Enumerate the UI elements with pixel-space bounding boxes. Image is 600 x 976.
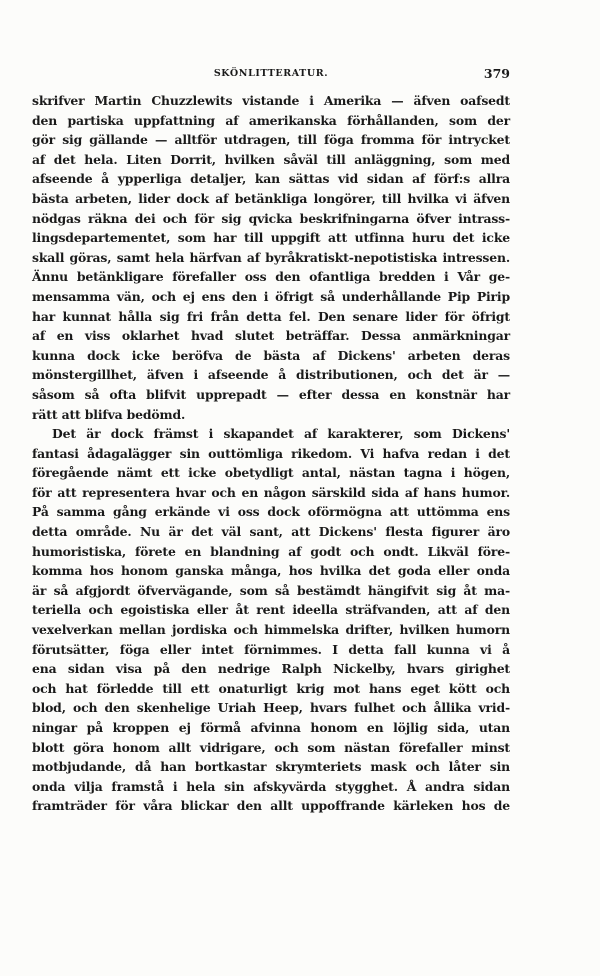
text-line: är så afgjordt öfvervägande, som så bestämdt hängifvit sig åt ma- (32, 582, 510, 598)
text-line: onda vilja framstå i hela sin afskyvärda stygghet. Å andra sidan (32, 778, 510, 794)
running-title: SKÖNLITTERATUR. (213, 68, 329, 79)
text-line: skall göras, samt hela härfvan af byråkratiskt-nepotistiska intressen. (32, 249, 510, 265)
text-line: komma hos honom ganska många, hos hvilka det goda eller onda (32, 563, 510, 579)
text-line: Ännu betänkligare förefaller oss den ofantliga bredden i Vår ge- (32, 269, 510, 285)
paragraph-start-line: Det är dock främst i skapandet af karakterer, som Dickens' (52, 426, 510, 442)
text-line: blod, och den skenhelige Uriah Heep, hvars fulhet och ållika vrid- (32, 700, 510, 716)
text-line: af det hela. Liten Dorrit, hvilken såväl till anläggning, som med (32, 151, 510, 167)
text-line: har kunnat hålla sig fri från detta fel. Den senare lider för öfrigt (32, 308, 510, 324)
page-number: 379 (483, 66, 510, 81)
text-line: förutsätter, föga eller intet förnimmes. I detta fall kunna vi å (32, 641, 510, 657)
text-line: På samma gång erkände vi oss dock oförmögna att uttömma ens (32, 504, 510, 520)
text-line: lingsdepartementet, som har till uppgift att utfinna huru det icke (32, 230, 510, 246)
text-line: ena sidan visa på den nedrige Ralph Nickelby, hvars girighet (32, 661, 510, 677)
body-text (32, 91, 510, 816)
text-line: fantasi ådagalägger sin outtömliga rikedom. Vi hafva redan i det (32, 445, 510, 461)
text-line: humoristiska, förete en blandning af godt och ondt. Likväl före- (32, 543, 510, 559)
text-line: kunna dock icke beröfva de bästa af Dickens' arbeten deras (32, 347, 510, 363)
text-line: mönstergillhet, äfven i afseende å distributionen, och det är — (32, 367, 510, 383)
text-line: och hat förledde till ett onaturligt krig mot hans eget kött och (32, 680, 510, 696)
text-line: vexelverkan mellan jordiska och himmelska drifter, hvilken humorn (32, 622, 510, 638)
text-line: för att representera hvar och en någon särskild sida af hans humor. (32, 484, 510, 500)
text-line: såsom så ofta blifvit upprepadt — efter dessa en konstnär har (32, 386, 510, 402)
text-line: afseende å ypperliga detaljer, kan sättas vid sidan af förf:s allra (32, 171, 510, 187)
text-line: motbjudande, då han bortkastar skrymteriets mask och låter sin (32, 759, 510, 775)
text-line: föregående nämt ett icke obetydligt antal, nästan tagna i högen, (32, 465, 510, 481)
text-line: ningar på kroppen ej förmå afvinna honom en löjlig sida, utan (32, 720, 510, 735)
text-line: blott göra honom allt vidrigare, och som nästan förefaller minst (32, 739, 510, 755)
paragraph-end-line: rätt att blifva bedömd. (32, 406, 186, 422)
text-line: framträder för våra blickar den allt uppoffrande kärleken hos de (32, 798, 510, 814)
text-line: mensamma vän, och ej ens den i öfrigt så underhållande Pip Pirip (32, 288, 510, 304)
text-line: den partiska uppfattning af amerikanska förhållanden, som der (32, 112, 510, 128)
text-line: bästa arbeten, lider dock af betänkliga longörer, till hvilka vi äfven (32, 190, 510, 206)
running-head (32, 66, 510, 82)
text-line: teriella och egoistiska eller åt rent ideella sträfvanden, att af den (32, 602, 510, 618)
text-line: gör sig gällande — alltför utdragen, till föga fromma för intrycket (32, 132, 510, 148)
text-line: detta område. Nu är det väl sant, att Dickens' flesta figurer äro (32, 524, 510, 540)
text-line: skrifver Martin Chuzzlewits vistande i Amerika — äfven oafsedt (32, 93, 510, 108)
text-line: af en viss oklarhet hvad slutet beträffar. Dessa anmärkningar (32, 328, 510, 344)
text-line: nödgas räkna dei och för sig qvicka beskrifningarna öfver intrass- (32, 210, 510, 226)
